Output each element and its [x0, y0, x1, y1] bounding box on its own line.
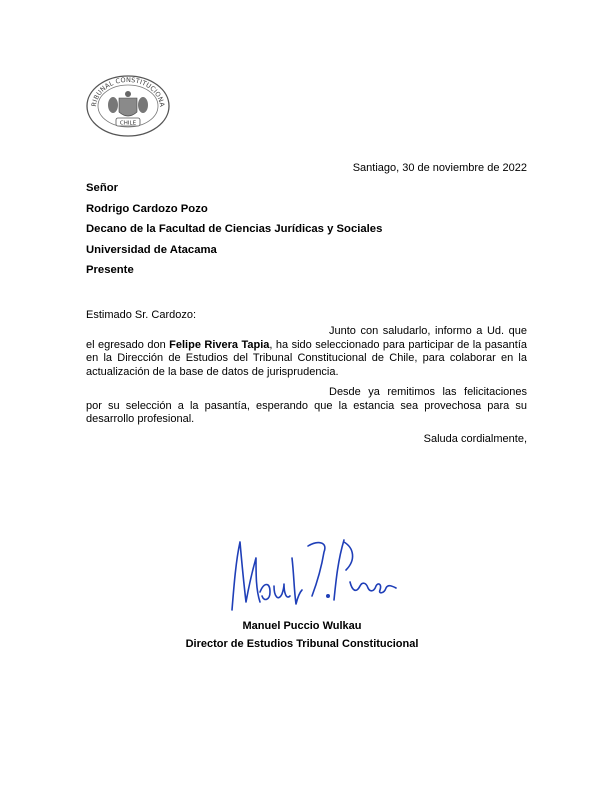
letter-paragraph-2: [86, 386, 527, 427]
seal-emblem-icon: [84, 72, 172, 138]
recipient-name: Rodrigo Cardozo Pozo: [86, 203, 208, 215]
graduate-name: Felipe Rivera Tapia: [169, 338, 270, 351]
recipient-salutation-title: Señor: [86, 182, 119, 194]
signatory-title: Director de Estudios Tribunal Constitucional: [185, 638, 419, 650]
letter-date: Santiago, 30 de noviembre de 2022: [352, 162, 527, 174]
paragraph-2-text: Desde ya remitimos las felicitaciones por su selección a la pasantía, esperando que la estancia sea provechosa para su desarrollo profesional.: [86, 386, 527, 426]
recipient-presente: Presente: [86, 264, 134, 276]
recipient-position: Decano de la Facultad de Ciencias Jurídicas y Sociales: [86, 223, 383, 235]
letter-closing: Saluda cordialmente,: [423, 433, 527, 445]
institution-seal: [84, 72, 172, 138]
paragraph-1-intro: Junto con saludarlo, informo a Ud. que el egresado don: [86, 325, 527, 351]
signature-icon: [226, 530, 402, 616]
seal-text-bottom: CHILE: [119, 120, 137, 127]
signatory-name: Manuel Puccio Wulkau: [242, 620, 362, 632]
recipient-institution: Universidad de Atacama: [86, 244, 217, 256]
handwritten-signature: [226, 530, 402, 616]
letter-paragraph-1: [86, 325, 527, 379]
seal-text-top: RIBUNAL CONSTITUCIONA: [89, 75, 167, 108]
paragraph-1-body: , ha sido seleccionado para participar de la pasantía en la Dirección de Estudios del Tribunal Constitucional de Chile, para colaborar en la actualización de la base de datos de jurisprudencia.: [86, 338, 527, 378]
letter-greeting: Estimado Sr. Cardozo:: [86, 309, 197, 321]
